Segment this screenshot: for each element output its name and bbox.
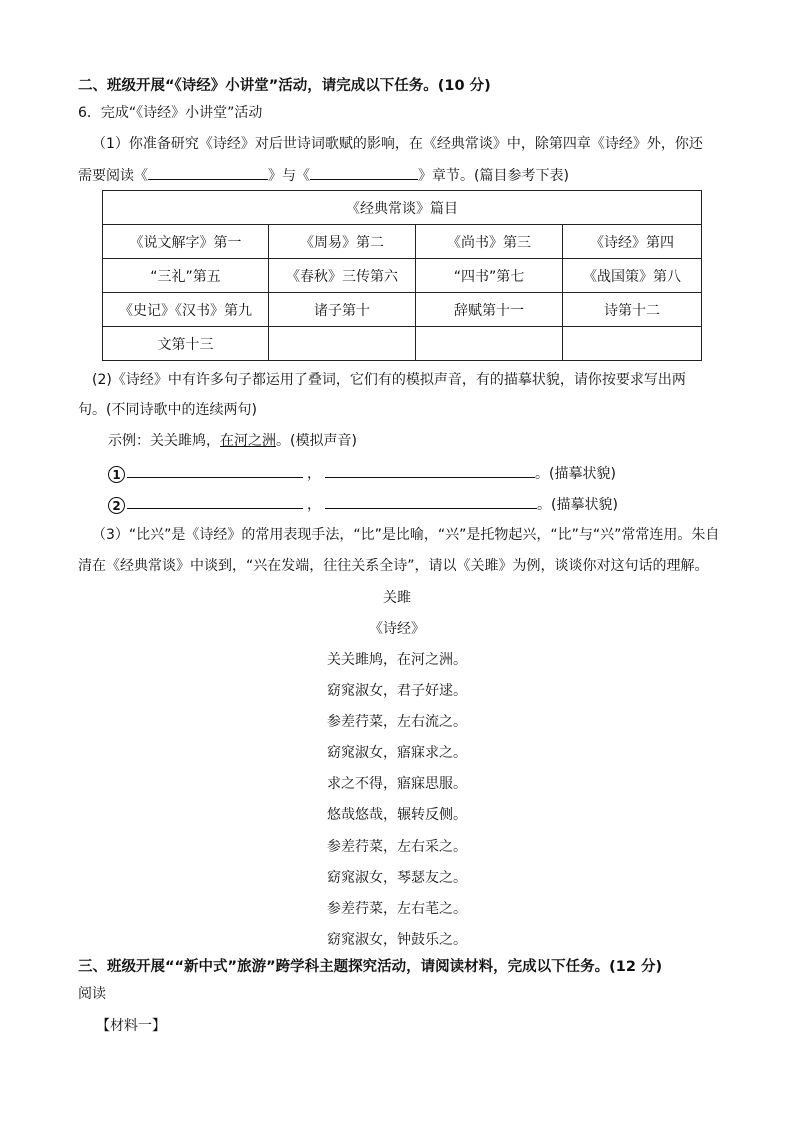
table-cell — [563, 327, 702, 361]
material-one-label: 【材料一】 — [96, 1018, 166, 1034]
section-three-heading: 三、班级开展““新中式”旅游”跨学科主题探究活动，请阅读材料，完成以下任务。(12 分) — [78, 959, 663, 975]
table-row — [103, 259, 702, 293]
question-six-title: 6．完成“《诗经》小讲堂”活动 — [78, 105, 263, 121]
table-row — [103, 293, 702, 327]
example-suffix: 。(模拟声音) — [276, 433, 357, 449]
table-cell: “四书”第七 — [416, 259, 563, 293]
part-three-line-1: （3）“比兴”是《诗经》的常用表现手法，“比”是比喻，“兴”是托物起兴，“比”与“兴”常常连用。朱自 — [92, 527, 720, 543]
answer-2-suffix: 。(描摹状貌) — [537, 497, 618, 513]
answer-2-blank-b[interactable] — [325, 493, 537, 509]
chapter-table — [102, 190, 702, 361]
example-prefix: 示例： — [108, 433, 150, 449]
poem-line: 参差荇菜，左右芼之。 — [327, 901, 467, 917]
circled-number-2: 2 — [108, 497, 125, 514]
table-cell: “三礼”第五 — [103, 259, 269, 293]
poem-source: 《诗经》 — [369, 621, 425, 637]
poem-line: 关关雎鸠，在河之洲。 — [327, 652, 467, 668]
poem-title: 关雎 — [383, 590, 411, 606]
table-cell: 《诗经》第四 — [563, 225, 702, 259]
example-part-2: 在河之洲 — [220, 433, 276, 449]
poem-line: 参差荇菜，左右采之。 — [327, 839, 467, 855]
part-two-line-2: 句。(不同诗歌中的连续两句) — [78, 402, 257, 418]
chapter-answer-blank-2[interactable] — [310, 164, 418, 180]
answer-1-blank-b[interactable] — [325, 462, 535, 478]
table-cell: 辞赋第十一 — [416, 293, 563, 327]
part-one-line-1: （1）你准备研究《诗经》对后世诗词歌赋的影响，在《经典常谈》中，除第四章《诗经》外，你还 — [92, 136, 703, 152]
table-row — [103, 225, 702, 259]
poem-line: 求之不得，寤寐思服。 — [327, 776, 467, 792]
answer-1-suffix: 。(描摹状貌) — [535, 466, 616, 482]
answer-comma: ， — [307, 497, 321, 513]
table-cell: 诸子第十 — [269, 293, 416, 327]
part-one-text-a: 需要阅读《 — [78, 168, 148, 184]
answer-line-1 — [108, 462, 616, 484]
table-row — [103, 327, 702, 361]
table-cell: 诗第十二 — [563, 293, 702, 327]
part-three-line-2: 清在《经典常谈》中谈到，“兴在发端，往往关系全诗”，请以《关雎》为例，谈谈你对这句话的理解。 — [78, 558, 709, 574]
table-cell: 《周易》第二 — [269, 225, 416, 259]
answer-1-blank-a[interactable] — [127, 462, 303, 478]
poem-line: 窈窕淑女，君子好逑。 — [327, 683, 467, 699]
poem-line: 悠哉悠哉，辗转反侧。 — [327, 807, 467, 823]
table-cell: 《春秋》三传第六 — [269, 259, 416, 293]
table-cell: 文第十三 — [103, 327, 269, 361]
poem-line: 窈窕淑女，钟鼓乐之。 — [327, 932, 467, 948]
chapter-table-title: 《经典常谈》篇目 — [103, 191, 702, 225]
part-one-text-c: 》章节。(篇目参考下表) — [418, 168, 569, 184]
chapter-answer-blank-1[interactable] — [148, 164, 268, 180]
table-cell: 《说文解字》第一 — [103, 225, 269, 259]
part-one-text-b: 》与《 — [268, 168, 310, 184]
example-line — [108, 431, 357, 451]
answer-line-2 — [108, 493, 618, 515]
part-two-line-1: (2)《诗经》中有许多句子都运用了叠词，它们有的模拟声音，有的描摹状貌，请你按要求写出两 — [92, 372, 686, 388]
table-cell: 《史记》《汉书》第九 — [103, 293, 269, 327]
part-one-line-2 — [78, 164, 569, 186]
poem-line: 参差荇菜，左右流之。 — [327, 714, 467, 730]
answer-comma: ， — [307, 466, 321, 482]
table-cell — [416, 327, 563, 361]
example-part-1: 关关雎鸠， — [150, 433, 220, 449]
poem-line: 窈窕淑女，琴瑟友之。 — [327, 870, 467, 886]
table-cell — [269, 327, 416, 361]
table-cell: 《战国策》第八 — [563, 259, 702, 293]
section-two-heading: 二、班级开展“《诗经》小讲堂”活动，请完成以下任务。(10 分) — [78, 78, 491, 94]
read-label: 阅读 — [78, 986, 106, 1002]
table-cell: 《尚书》第三 — [416, 225, 563, 259]
poem-line: 窈窕淑女，寤寐求之。 — [327, 745, 467, 761]
answer-2-blank-a[interactable] — [127, 493, 303, 509]
circled-number-1: 1 — [108, 466, 125, 483]
